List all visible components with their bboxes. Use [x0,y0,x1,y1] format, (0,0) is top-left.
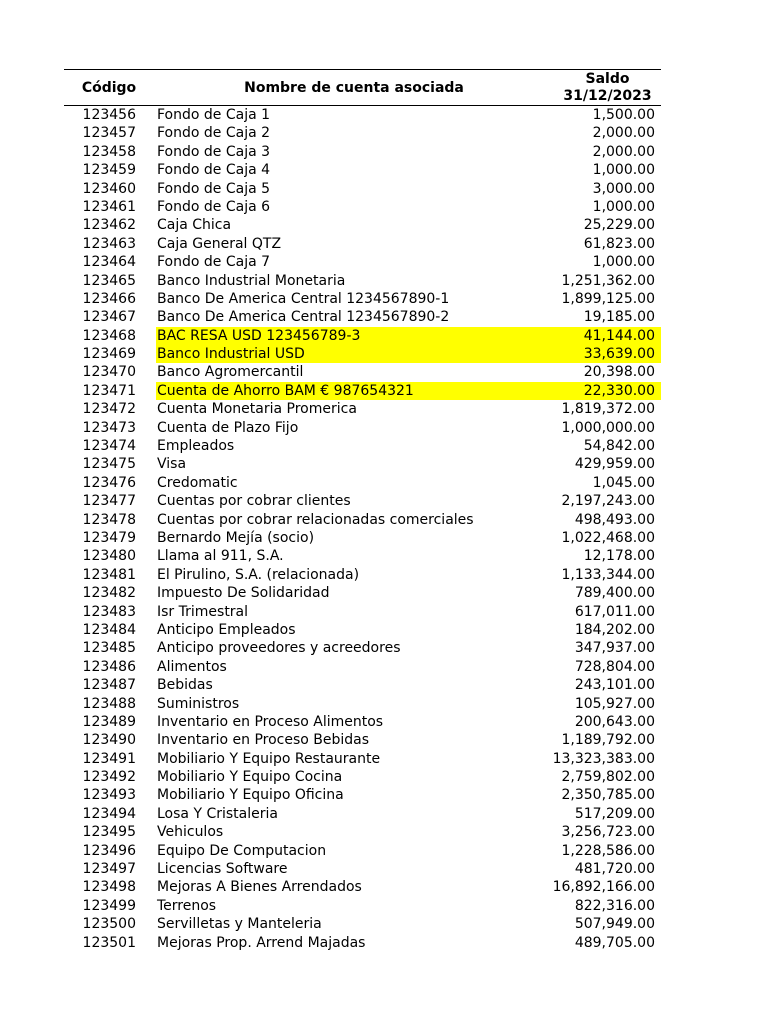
table-row [64,124,661,142]
account-name: Mejoras A Bienes Arrendados [157,879,362,896]
account-balance: 1,000.00 [592,198,655,215]
table-row [64,878,661,896]
table-row [64,915,661,933]
column-header-account-name: Nombre de cuenta asociada [244,80,464,96]
table-row [64,529,661,547]
account-code: 123498 [82,879,136,896]
table-row [64,382,661,400]
account-code: 123468 [82,327,136,344]
account-code: 123474 [82,438,136,455]
account-name: Cuenta Monetaria Promerica [157,401,357,418]
account-balance: 2,759,802.00 [561,769,655,786]
account-code: 123463 [82,235,136,252]
account-balance: 1,251,362.00 [561,272,655,289]
column-header-code: Código [81,80,137,96]
account-balance: 1,133,344.00 [561,566,655,583]
table-header [64,69,661,106]
account-code: 123467 [82,309,136,326]
table-row [64,143,661,161]
table-row [64,272,661,290]
account-code: 123466 [82,290,136,307]
table-row [64,345,661,363]
account-balance: 489,705.00 [574,934,655,951]
account-name: Mejoras Prop. Arrend Majadas [157,934,366,951]
column-header-balance-date: 31/12/2023 [563,88,652,104]
account-name: Mobiliario Y Equipo Restaurante [157,750,381,767]
account-code: 123462 [82,217,136,234]
table-row [64,786,661,804]
account-name: Fondo de Caja 5 [157,180,271,197]
table-row [64,363,661,381]
account-code: 123465 [82,272,136,289]
table-row [64,419,661,437]
account-name: Equipo De Computacion [157,842,327,859]
account-name: Servilletas y Manteleria [157,916,322,933]
account-balance: 728,804.00 [574,658,655,675]
account-balance: 1,000.00 [592,162,655,179]
account-name: Banco Agromercantil [157,364,304,381]
account-code: 123476 [82,474,136,491]
table-row [64,750,661,768]
table-row [64,897,661,915]
table-row [64,180,661,198]
account-balance: 105,927.00 [574,695,655,712]
account-name: Banco Industrial USD [157,346,305,363]
account-balance: 1,189,792.00 [561,732,655,749]
account-code: 123461 [82,198,136,215]
account-code: 123494 [82,805,136,822]
account-code: 123480 [82,548,136,565]
table-row [64,400,661,418]
account-code: 123464 [82,254,136,271]
account-name: Caja Chica [157,217,232,234]
table-row [64,676,661,694]
account-code: 123497 [82,861,136,878]
account-code: 123482 [82,585,136,602]
account-name: Mobiliario Y Equipo Oficina [157,787,344,804]
account-code: 123459 [82,162,136,179]
table-row [64,621,661,639]
account-code: 123493 [82,787,136,804]
account-balance: 347,937.00 [574,640,655,657]
table-row [64,823,661,841]
account-code: 123492 [82,769,136,786]
account-balance: 61,823.00 [583,235,655,252]
table-row [64,327,661,345]
account-name: Cuenta de Ahorro BAM € 987654321 [157,382,414,399]
account-balance: 1,022,468.00 [561,529,655,546]
table-row [64,584,661,602]
account-name: Impuesto De Solidaridad [157,585,330,602]
account-code: 123499 [82,897,136,914]
column-header-balance-label: Saldo [585,71,630,87]
account-name: Inventario en Proceso Bebidas [157,732,370,749]
account-balance: 822,316.00 [574,897,655,914]
account-balance: 41,144.00 [583,327,655,344]
account-name: Banco Industrial Monetaria [157,272,346,289]
account-code: 123500 [82,916,136,933]
table-row [64,658,661,676]
account-code: 123486 [82,658,136,675]
account-name: Losa Y Cristaleria [157,805,278,822]
table-row [64,253,661,271]
account-balance: 3,256,723.00 [561,824,655,841]
account-code: 123460 [82,180,136,197]
table-row [64,106,661,124]
account-balance: 789,400.00 [574,585,655,602]
account-code: 123469 [82,346,136,363]
account-balance: 1,000,000.00 [561,419,655,436]
account-code: 123487 [82,677,136,694]
account-code: 123473 [82,419,136,436]
account-name: Licencias Software [157,861,288,878]
account-balance: 1,819,372.00 [561,401,655,418]
account-name: Fondo de Caja 4 [157,162,271,179]
table-row [64,842,661,860]
account-name: Banco De America Central 1234567890-2 [157,309,450,326]
account-name: Bebidas [157,677,213,694]
account-balance: 429,959.00 [574,456,655,473]
account-code: 123478 [82,511,136,528]
table-row [64,235,661,253]
account-code: 123501 [82,934,136,951]
account-name: Fondo de Caja 1 [157,107,271,123]
account-code: 123477 [82,493,136,510]
account-name: Llama al 911, S.A. [157,548,284,565]
account-balance: 2,000.00 [592,143,655,160]
account-balance: 184,202.00 [574,621,655,638]
account-balance: 2,000.00 [592,125,655,142]
account-balance: 13,323,383.00 [552,750,655,767]
account-balance: 481,720.00 [574,861,655,878]
account-name: Bernardo Mejía (socio) [157,529,315,546]
table-row [64,713,661,731]
account-balance: 12,178.00 [583,548,655,565]
account-balance: 19,185.00 [583,309,655,326]
account-code: 123471 [82,382,136,399]
account-balance: 2,197,243.00 [561,493,655,510]
account-code: 123485 [82,640,136,657]
account-balance: 517,209.00 [574,805,655,822]
account-name: Fondo de Caja 7 [157,254,271,271]
account-code: 123489 [82,713,136,730]
account-name: Empleados [157,438,235,455]
account-name: Credomatic [157,474,238,491]
account-code: 123472 [82,401,136,418]
account-balance: 16,892,166.00 [552,879,655,896]
table-row [64,860,661,878]
account-name: Cuentas por cobrar clientes [157,493,351,510]
table-body [64,106,661,952]
account-code: 123475 [82,456,136,473]
table-row [64,492,661,510]
account-code: 123456 [82,107,136,123]
account-name: Banco De America Central 1234567890-1 [157,290,450,307]
table-row [64,198,661,216]
account-balance: 1,500.00 [592,107,655,123]
account-name: Alimentos [157,658,227,675]
table-row [64,731,661,749]
account-name: BAC RESA USD 123456789-3 [157,327,361,344]
account-code: 123481 [82,566,136,583]
account-name: Cuenta de Plazo Fijo [157,419,299,436]
account-balance: 3,000.00 [592,180,655,197]
account-balance: 33,639.00 [583,346,655,363]
account-balance: 1,045.00 [592,474,655,491]
account-name: Anticipo Empleados [157,621,296,638]
table-row [64,805,661,823]
account-name: Anticipo proveedores y acreedores [157,640,401,657]
account-name: Fondo de Caja 6 [157,198,271,215]
column-header-balance [554,71,661,105]
account-name: Fondo de Caja 2 [157,125,271,142]
table-row [64,511,661,529]
table-row [64,161,661,179]
account-name: Cuentas por cobrar relacionadas comerciales [157,511,474,528]
account-name: Fondo de Caja 3 [157,143,271,160]
account-name: Visa [157,456,187,473]
table-row [64,474,661,492]
account-name: Terrenos [157,897,217,914]
table-row [64,547,661,565]
account-balance: 200,643.00 [574,713,655,730]
account-balance: 617,011.00 [574,603,655,620]
account-balance: 1,899,125.00 [561,290,655,307]
table-row [64,308,661,326]
account-code: 123490 [82,732,136,749]
account-code: 123479 [82,529,136,546]
account-balance: 2,350,785.00 [561,787,655,804]
table-row [64,639,661,657]
accounts-table [64,69,661,952]
table-row [64,566,661,584]
account-code: 123470 [82,364,136,381]
account-balance: 498,493.00 [574,511,655,528]
account-name: Vehiculos [157,824,224,841]
account-code: 123484 [82,621,136,638]
account-balance: 20,398.00 [583,364,655,381]
account-balance: 25,229.00 [583,217,655,234]
table-row [64,934,661,952]
account-balance: 243,101.00 [574,677,655,694]
account-code: 123491 [82,750,136,767]
account-code: 123488 [82,695,136,712]
account-name: Caja General QTZ [157,235,282,252]
account-code: 123457 [82,125,136,142]
account-balance: 507,949.00 [574,916,655,933]
table-row [64,768,661,786]
table-row [64,437,661,455]
account-name: Inventario en Proceso Alimentos [157,713,384,730]
account-balance: 1,000.00 [592,254,655,271]
account-name: Mobiliario Y Equipo Cocina [157,769,343,786]
account-balance: 22,330.00 [583,382,655,399]
table-row [64,455,661,473]
table-row [64,695,661,713]
table-row [64,216,661,234]
account-code: 123496 [82,842,136,859]
table-row [64,290,661,308]
account-name: El Pirulino, S.A. (relacionada) [157,566,360,583]
account-balance: 1,228,586.00 [561,842,655,859]
account-code: 123495 [82,824,136,841]
account-code: 123458 [82,143,136,160]
account-balance: 54,842.00 [583,438,655,455]
account-name: Isr Trimestral [157,603,249,620]
account-name: Suministros [157,695,240,712]
account-code: 123483 [82,603,136,620]
table-row [64,603,661,621]
